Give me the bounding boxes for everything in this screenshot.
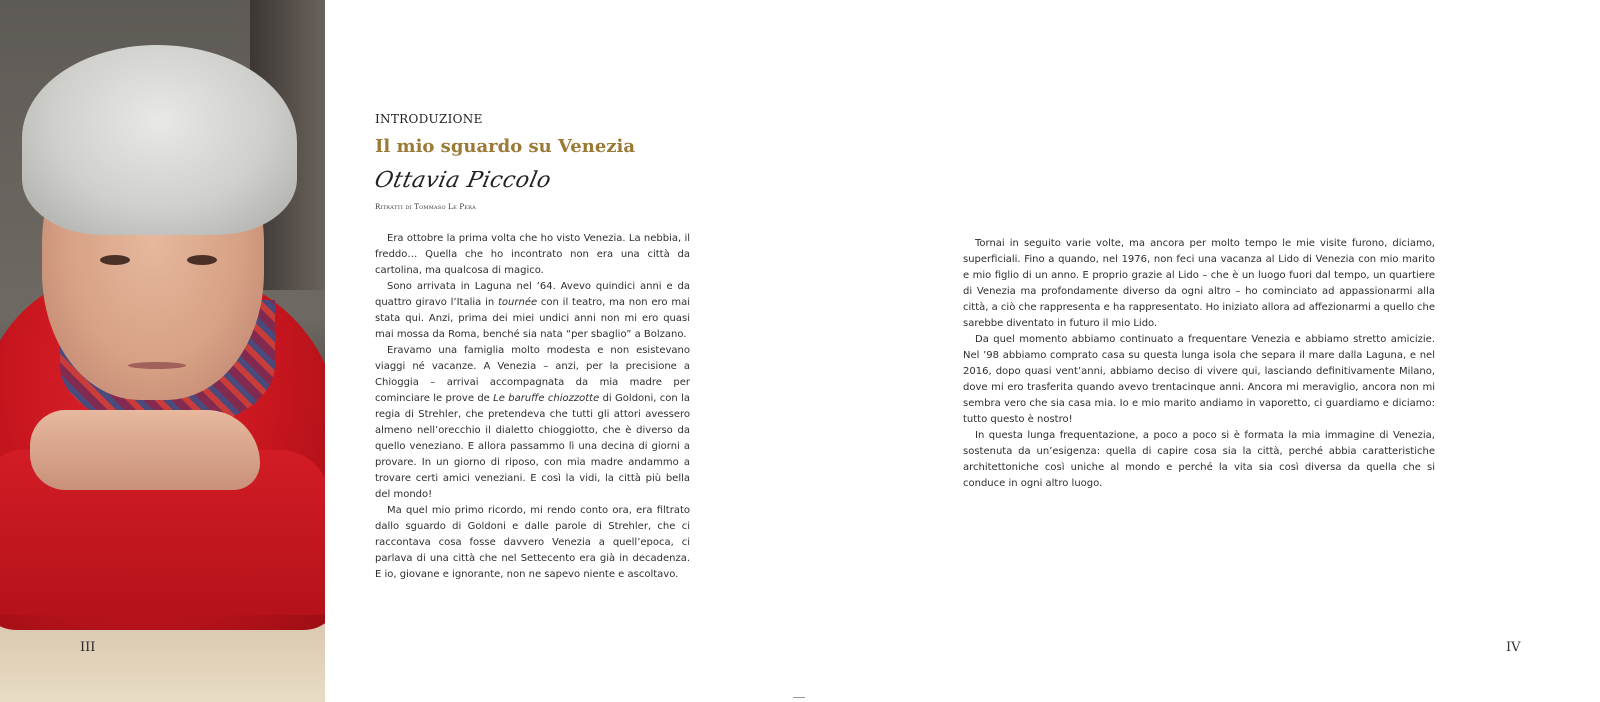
paragraph: In questa lunga frequentazione, a poco a poco si è formata la mia immagine di Venezia, sostenuta da un’esigenza: quella di capire cosa sia la città, perché abbia caratteristiche architettoniche così uniche al mondo e perché la vita sia così diversa da quella che si conduce in ogni altro luogo. [963, 430, 1435, 489]
folded-hands [30, 410, 260, 490]
portrait-photo [0, 0, 325, 702]
page-number-left: III [80, 640, 96, 655]
page-title: Il mio sguardo su Venezia [375, 136, 636, 157]
author-signature: Ottavia Piccolo [372, 168, 554, 193]
paragraph [375, 343, 690, 503]
page-number-right: IV [1506, 640, 1521, 655]
italic-text: tournée [498, 297, 538, 308]
gutter-mark [793, 697, 805, 701]
paragraph: Era ottobre la prima volta che ho visto Venezia. La nebbia, il freddo… Quella che ho incontrato non era una città da cartolina, ma qualcosa di magico. [375, 233, 690, 276]
paragraph-text: con il teatro, ma non ero mai stata qui. Anzi, prima dei miei undici anni non mi ero quasi mai mossa da Roma, benché sia nata “per sbaglio” a Bolzano. [375, 297, 690, 340]
paragraph [375, 279, 690, 343]
italic-text: Le baruffe chiozzotte [493, 393, 600, 404]
text-column-left [375, 231, 690, 583]
left-eye [100, 255, 130, 265]
paragraph: Tornai in seguito varie volte, ma ancora per molto tempo le mie visite furono, diciamo, superficiali. Fino a quando, nel 1976, non feci una vacanza al Lido di Venezia con mio marito e mio figlio di un anno. E proprio grazie al Lido – che è un luogo fuori dal tempo, un quartiere di Venezia ma profondamente diverso da ogni altro – ho cominciato ad appassionarmi alla città, a ciò che rappresenta e ha rappresentato. Ho iniziato allora ad affezionarmi a quello che sarebbe diventato in futuro il mio Lido. [963, 238, 1435, 329]
paragraph-text: Eravamo una famiglia molto modesta e non esistevano viaggi né vacanze. A Venezia – anzi, per la precisione a Chioggia – arrivai accompagnata da mia madre per cominciare le prove de [375, 345, 690, 404]
grey-hair [22, 45, 297, 235]
paragraph-text: Sono arrivata in Laguna nel ’64. Avevo quindici anni e da quattro giravo l’Italia in [375, 281, 690, 308]
paragraph: Da quel momento abbiamo continuato a frequentare Venezia e abbiamo stretto amicizie. Nel ’98 abbiamo comprato casa su questa lunga isola che separa il mare dalla Laguna, e nel 2016, dopo quasi vent’anni, abbiamo deciso di vivere qui, lasciando definitivamente Milano, dove mi ero trasferita quando avevo trentacinque anni. Ancora mi meraviglio, ancora non mi sembra vero che sia casa mia. Io e mio marito andiamo in vaporetto, ci guardiamo e diciamo: tutto questo è nostro! [963, 334, 1435, 425]
text-column-right [963, 236, 1435, 492]
right-eye [187, 255, 217, 265]
photo-credit: Ritratti di Tommaso Le Pera [375, 203, 476, 211]
mouth [128, 362, 186, 369]
section-label: INTRODUZIONE [375, 112, 483, 126]
paragraph-text: di Goldoni, con la regia di Strehler, che pretendeva che tutti gli attori avessero almeno nell’orecchio il dialetto chioggiotto, che è diverso da quello veneziano. E allora passammo lì una decina di giorni a provare. In un giorno di riposo, con mia madre andammo a trovare certi amici veneziani. E così la vidi, la città più bella del mondo! [375, 393, 691, 500]
paragraph: Ma quel mio primo ricordo, mi rendo conto ora, era filtrato dallo sguardo di Goldoni e dalle parole di Strehler, che ci raccontava cosa fosse davvero Venezia a quell’epoca, ci parlava di una città che nel Settecento era già in decadenza. E io, giovane e ignorante, non ne sapevo niente e ascoltavo. [375, 505, 690, 580]
